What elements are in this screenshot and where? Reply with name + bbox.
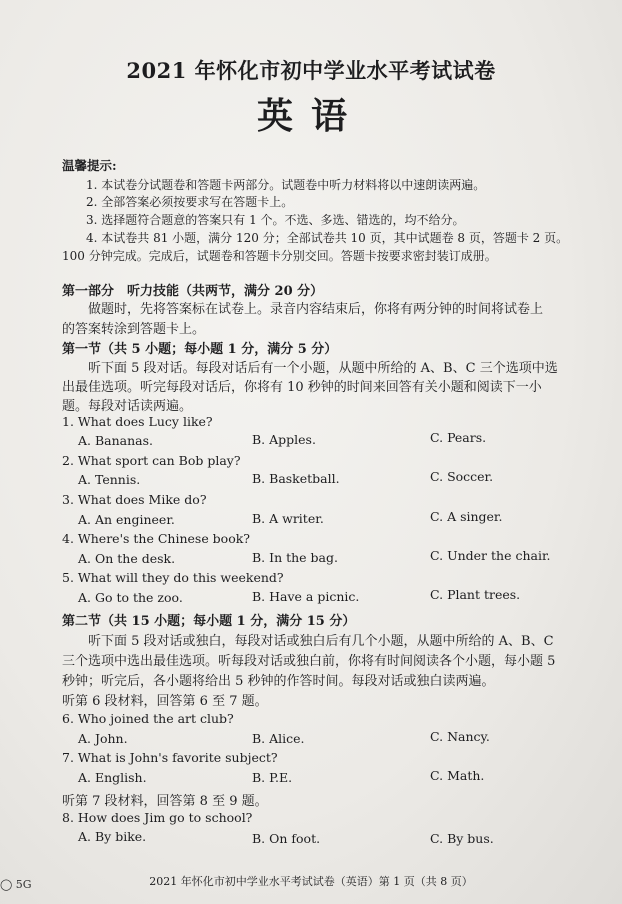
option-b: B. Alice. xyxy=(252,731,305,746)
section1-intro: 题。每段对话读两遍。 xyxy=(62,399,193,414)
option-a: A. On the desk. xyxy=(78,551,176,566)
option-c: C. Pears. xyxy=(430,430,487,445)
option-c: C. A singer. xyxy=(430,509,503,524)
material-label: 听第 7 段材料，回答第 8 至 9 题。 xyxy=(62,794,268,809)
question: 4. Where's the Chinese book? xyxy=(62,531,251,546)
status-mark: ◯ 5G xyxy=(0,878,32,891)
question: 6. Who joined the art club? xyxy=(62,711,234,726)
material-label: 听第 6 段材料，回答第 6 至 7 题。 xyxy=(62,694,268,709)
option-a: A. John. xyxy=(78,731,128,746)
section1-intro: 出最佳选项。听完每段对话后，你将有 10 秒钟的时间来回答有关小题和阅读下一小 xyxy=(62,380,542,395)
tips-heading: 温馨提示: xyxy=(62,158,117,173)
part1-intro: 做题时，先将答案标在试卷上。录音内容结束后，你将有两分钟的时间将试卷上 xyxy=(88,302,544,317)
tip-item: 3. 选择题符合题意的答案只有 1 个。不选、多选、错选的，均不给分。 xyxy=(86,213,465,227)
option-b: B. On foot. xyxy=(252,831,321,846)
option-c: C. Under the chair. xyxy=(430,548,551,563)
exam-title: 2021 年怀化市初中学业水平考试试卷 xyxy=(126,58,496,83)
tip-item: 2. 全部答案必须按要求写在答题卡上。 xyxy=(86,195,294,209)
option-a: A. An engineer. xyxy=(78,512,175,527)
question: 5. What will they do this weekend? xyxy=(62,570,284,585)
section2-intro: 秒钟；听完后，各小题将给出 5 秒钟的作答时间。每段对话或独白读两遍。 xyxy=(62,674,495,689)
option-b: B. In the bag. xyxy=(252,550,338,565)
option-a: A. By bike. xyxy=(78,829,147,844)
option-b: B. Basketball. xyxy=(252,471,340,486)
part1-intro: 的答案转涂到答题卡上。 xyxy=(62,322,206,337)
option-b: B. Have a picnic. xyxy=(252,589,360,604)
option-a: A. Go to the zoo. xyxy=(78,590,183,605)
option-b: B. A writer. xyxy=(252,511,324,526)
section1-intro: 听下面 5 段对话。每段对话后有一个小题，从题中所给的 A、B、C 三个选项中选 xyxy=(88,361,558,376)
question: 8. How does Jim go to school? xyxy=(62,810,253,825)
question: 3. What does Mike do? xyxy=(62,492,207,507)
tip-item: 1. 本试卷分试题卷和答题卡两部分。试题卷中听力材料将以中速朗读两遍。 xyxy=(86,178,486,192)
option-b: B. P.E. xyxy=(252,770,293,785)
question: 1. What does Lucy like? xyxy=(62,414,213,429)
option-c: C. By bus. xyxy=(430,831,494,846)
page-footer: 2021 年怀化市初中学业水平考试试卷（英语）第 1 页（共 8 页） xyxy=(149,875,473,888)
section2-intro: 三个选项中选出最佳选项。听每段对话或独白前，你将有时间阅读各个小题，每小题 5 xyxy=(62,654,556,669)
question: 2. What sport can Bob play? xyxy=(62,453,241,468)
option-a: A. Bananas. xyxy=(78,433,154,448)
tip-item: 100 分钟完成。完成后，试题卷和答题卡分别交回。答题卡按要求密封装订成册。 xyxy=(62,249,497,263)
option-a: A. Tennis. xyxy=(78,472,141,487)
section1-heading: 第一节（共 5 小题；每小题 1 分，满分 5 分） xyxy=(62,342,338,357)
option-a: A. English. xyxy=(78,770,147,785)
section2-heading: 第二节（共 15 小题；每小题 1 分，满分 15 分） xyxy=(62,614,356,629)
section2-intro: 听下面 5 段对话或独白，每段对话或独白后有几个小题，从题中所给的 A、B、C xyxy=(88,634,554,649)
option-c: C. Math. xyxy=(430,768,485,783)
option-c: C. Soccer. xyxy=(430,469,494,484)
option-b: B. Apples. xyxy=(252,432,316,447)
option-c: C. Nancy. xyxy=(430,729,490,744)
option-c: C. Plant trees. xyxy=(430,587,521,602)
question: 7. What is John's favorite subject? xyxy=(62,750,278,765)
subject-title: 英语 xyxy=(256,95,365,137)
tip-item: 4. 本试卷共 81 小题，满分 120 分；全部试卷共 10 页，其中试题卷 8 页，答题卡 2 页。 xyxy=(86,231,569,245)
part1-heading: 第一部分 听力技能（共两节，满分 20 分） xyxy=(62,284,324,299)
